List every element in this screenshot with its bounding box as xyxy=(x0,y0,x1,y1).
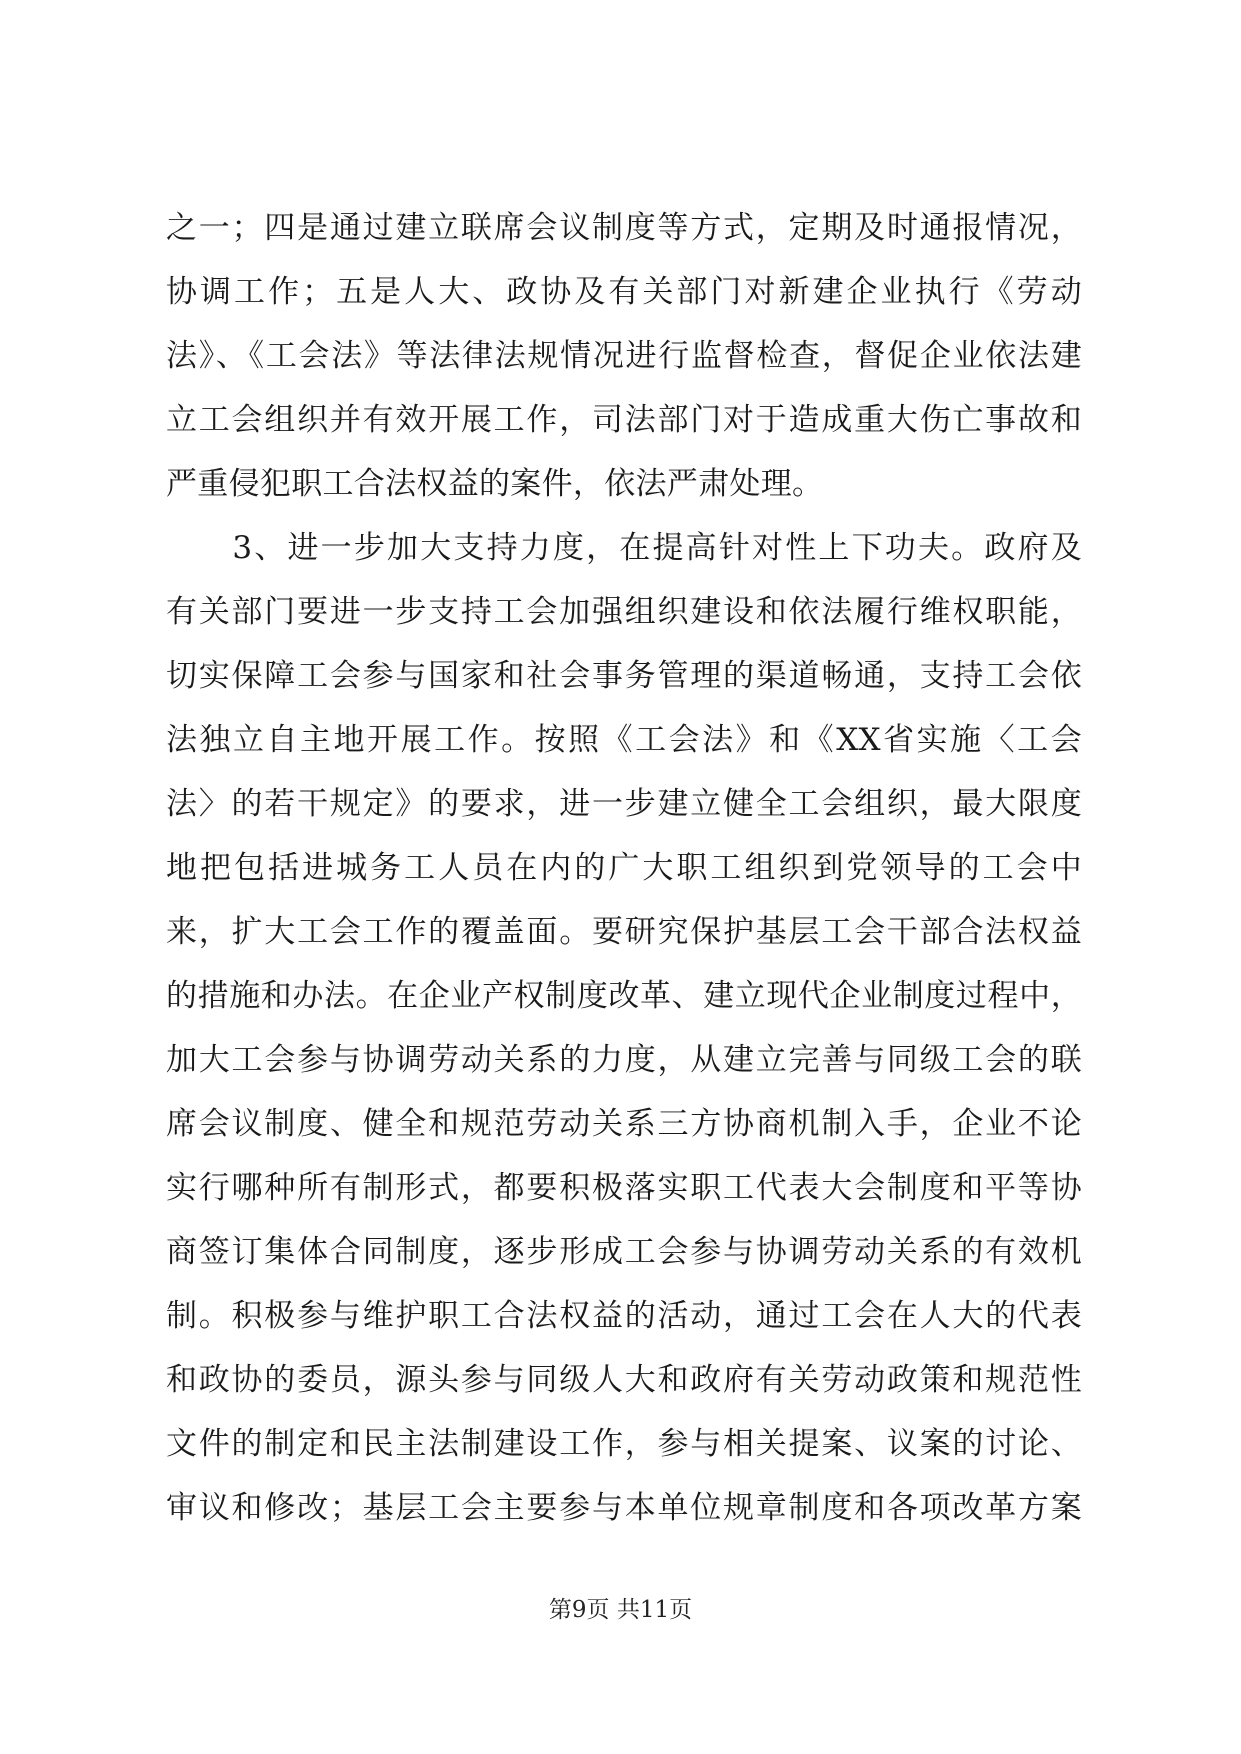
text-line: 实行哪种所有制形式，都要积极落实职工代表大会制度和平等协 xyxy=(166,1170,1082,1206)
text-line: 席会议制度、健全和规范劳动关系三方协商机制入手，企业不论 xyxy=(166,1106,1082,1142)
text-line: 文件的制定和民主法制建设工作，参与相关提案、议案的讨论、 xyxy=(166,1426,1082,1462)
text-line: 和政协的委员，源头参与同级人大和政府有关劳动政策和规范性 xyxy=(166,1362,1082,1398)
text-line: 之一；四是通过建立联席会议制度等方式，定期及时通报情况， xyxy=(166,210,1082,246)
text-line: 审议和修改；基层工会主要参与本单位规章制度和各项改革方案 xyxy=(166,1490,1082,1526)
text-line: 制。积极参与维护职工合法权益的活动，通过工会在人大的代表 xyxy=(166,1298,1082,1334)
text-line: 法〉的若干规定》的要求，进一步建立健全工会组织，最大限度 xyxy=(166,786,1082,822)
text-line: 有关部门要进一步支持工会加强组织建设和依法履行维权职能， xyxy=(166,594,1082,630)
text-line: 加大工会参与协调劳动关系的力度，从建立完善与同级工会的联 xyxy=(166,1042,1082,1078)
text-line: 地把包括进城务工人员在内的广大职工组织到党领导的工会中 xyxy=(166,850,1082,886)
text-line: 来，扩大工会工作的覆盖面。要研究保护基层工会干部合法权益 xyxy=(166,914,1082,950)
text-line: 严重侵犯职工合法权益的案件，依法严肃处理。 xyxy=(166,466,824,502)
text-line: 的措施和办法。在企业产权制度改革、建立现代企业制度过程中， xyxy=(166,978,1082,1014)
text-line: 3、进一步加大支持力度，在提高针对性上下功夫。政府及 xyxy=(166,530,1082,566)
text-line: 切实保障工会参与国家和社会事务管理的渠道畅通，支持工会依 xyxy=(166,658,1082,694)
document-body xyxy=(166,196,1082,1540)
text-line: 立工会组织并有效开展工作，司法部门对于造成重大伤亡事故和 xyxy=(166,402,1082,438)
page-number-footer: 第9页 共11页 xyxy=(548,1597,693,1623)
text-line: 商签订集体合同制度，逐步形成工会参与协调劳动关系的有效机 xyxy=(166,1234,1082,1270)
text-line: 法独立自主地开展工作。按照《工会法》和《XX省实施〈工会 xyxy=(166,722,1082,758)
text-line: 法》、《工会法》等法律法规情况进行监督检查，督促企业依法建 xyxy=(166,338,1082,374)
text-line: 协调工作；五是人大、政协及有关部门对新建企业执行《劳动 xyxy=(166,274,1082,310)
